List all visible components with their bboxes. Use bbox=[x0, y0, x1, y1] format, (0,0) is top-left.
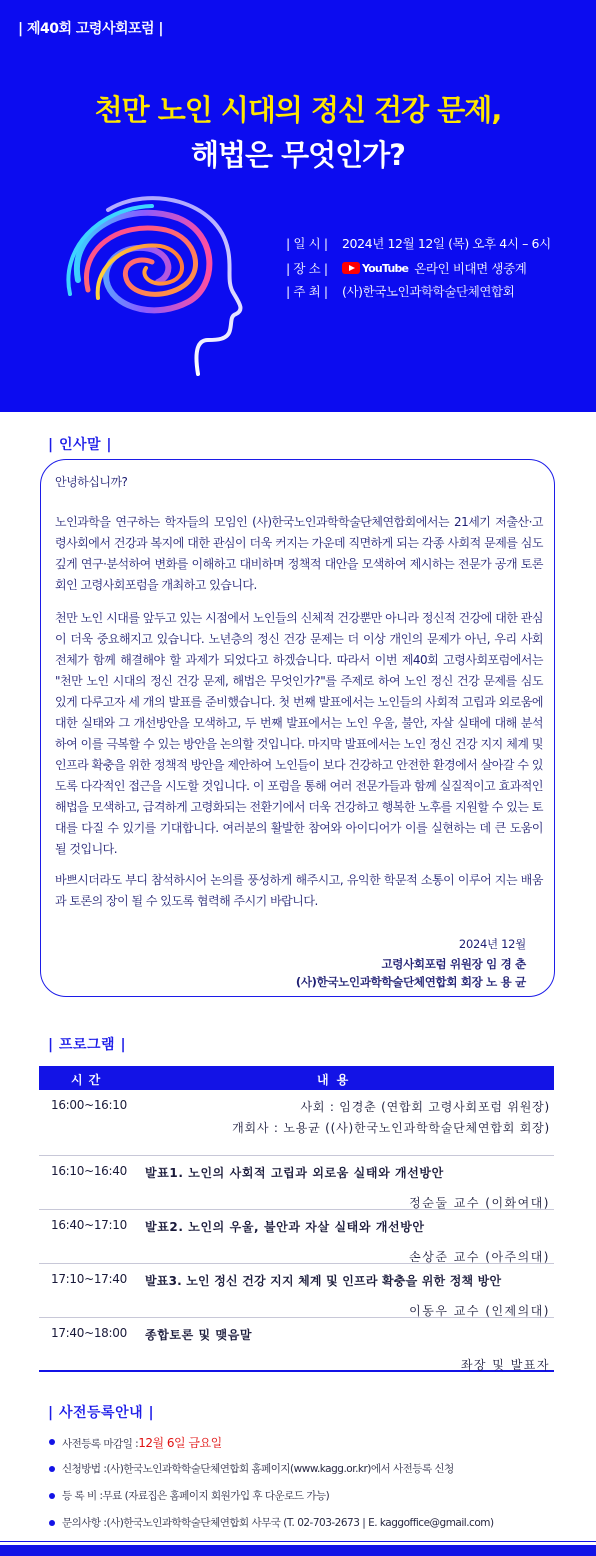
bullet-icon bbox=[49, 1466, 55, 1472]
signature-chair: 고령사회포럼 위원장 임 경 춘 bbox=[381, 957, 526, 971]
row-time: 17:40~18:00 bbox=[51, 1326, 127, 1340]
item-label: 문의사항 : bbox=[62, 1517, 107, 1529]
table-row bbox=[39, 1156, 554, 1210]
row-topic: 종합토론 및 맺음말 bbox=[145, 1328, 253, 1342]
list-item bbox=[48, 1515, 568, 1542]
forum-tag: | 제40회 고령사회포럼 | bbox=[18, 21, 164, 37]
bullet-icon bbox=[49, 1493, 55, 1499]
greeting-hello: 안녕하십니까? bbox=[55, 475, 128, 489]
date-row bbox=[286, 234, 551, 252]
row-topic: 발표3. 노인 정신 건강 지지 체계 및 인프라 확충을 위한 정책 방안 bbox=[145, 1274, 502, 1288]
hero-banner bbox=[0, 0, 596, 412]
item-label: 등 록 비 : bbox=[62, 1490, 103, 1502]
date-value: 2024년 12월 12일 (목) 오후 4시 – 6시 bbox=[342, 236, 551, 251]
hero-title-line2: 해법은 무엇인가? bbox=[190, 138, 406, 172]
bullet-icon bbox=[49, 1439, 55, 1445]
host-value: (사)한국노인과학학술단체연합회 bbox=[342, 284, 515, 299]
row-time: 16:00~16:10 bbox=[51, 1098, 127, 1112]
item-value: (사)한국노인과학학술단체연합회 사무국 (T. 02-703-2673 | E. kaggoffice@gmail.com) bbox=[106, 1517, 494, 1529]
greeting-heading: | 인사말 | bbox=[48, 437, 113, 453]
bullet-icon bbox=[49, 1520, 55, 1526]
host-label: | 주 최 | bbox=[286, 284, 328, 299]
place-value: 온라인 비대면 생중계 bbox=[414, 261, 527, 276]
greeting-paragraph-2: 천만 노인 시대를 앞두고 있는 시점에서 노인들의 신체적 건강뿐만 아니라 정신적 건강에 대한 관심이 더욱 중요해지고 있습니다. 노년층의 정신 건강 문제는 더 이상 개인의 문제가 아닌, 우리 사회 전체가 함께 해결해야 할 과제가 되었다고 하겠습니다. 따라서 이번 제40회 고령사회포럼에서는 "천만 노인 시대의 정신 건강 문제, 해법은 무엇인가?"를 주제로 하여 노인 정신 건강 문제를 심도 있게 다루고자 세 개의 발표를 준비했습니다. 첫 번째 발표에서는 노인들의 사회적 고립과 외로움에 대한 실태와 그 개선방안을 모색하고, 두 번째 발표에서는 노인 우울, 불안, 자살 실태에 대해 분석하여 이를 극복할 수 있는 방안을 논의할 것입니다. 마지막 발표에서는 노인 정신 건강 지지 체계 및 인프라 확충을 위한 정책적 방안을 제안하여 노인들이 보다 건강하고 안전한 환경에서 살아갈 수 있도록 다각적인 접근을 시도할 것입니다. 이 포럼을 통해 여러 전문가들과 함께 실질적이고 효과적인 해법을 모색하고, 급격하게 고령화되는 전환기에서 더욱 건강하고 행복한 노후를 지원할 수 있는 토대를 다질 수 있기를 기대합니다. 여러분의 활발한 참여와 아이디어가 이를 실현하는 데 큰 도움이 될 것입니다. bbox=[55, 611, 543, 856]
place-label: | 장 소 | bbox=[286, 261, 328, 276]
row-time: 17:10~17:40 bbox=[51, 1272, 127, 1286]
date-label: | 일 시 | bbox=[286, 236, 328, 251]
list-item bbox=[48, 1461, 568, 1488]
row-speaker: 이동우 교수 (인제의대) bbox=[409, 1304, 550, 1318]
footer-divider bbox=[0, 1541, 596, 1542]
column-content: 내용 bbox=[317, 1073, 357, 1087]
item-label: 사전등록 마감일 : bbox=[62, 1438, 139, 1450]
item-value: (사)한국노인과학학술단체연합회 홈페이지(www.kagg.or.kr)에서 사전등록 신청 bbox=[106, 1463, 454, 1475]
registration-list bbox=[48, 1434, 568, 1542]
list-item bbox=[48, 1488, 568, 1515]
footer-bar bbox=[0, 1545, 596, 1556]
head-brain-icon bbox=[48, 190, 258, 380]
item-value: 무료 (자료집은 홈페이지 회원가입 후 다운로드 가능) bbox=[102, 1490, 330, 1502]
row-speaker: 정순둘 교수 (이화여대) bbox=[409, 1196, 550, 1210]
row-speaker: 손상준 교수 (아주의대) bbox=[409, 1250, 550, 1264]
greeting-paragraph-3: 바쁘시더라도 부디 참석하시어 논의를 풍성하게 해주시고, 유익한 학문적 소통이 이루어 지는 배움과 토론의 장이 될 수 있도록 협력해 주시기 바랍니다. bbox=[55, 873, 543, 908]
row-topic: 발표2. 노인의 우울, 불안과 자살 실태와 개선방안 bbox=[145, 1220, 425, 1234]
registration-heading: | 사전등록안내 | bbox=[48, 1405, 155, 1421]
column-time: 시간 bbox=[71, 1073, 107, 1087]
row-time: 16:40~17:10 bbox=[51, 1218, 127, 1232]
table-row bbox=[39, 1264, 554, 1318]
greeting-paragraph-1: 노인과학을 연구하는 학자들의 모임인 (사)한국노인과학학술단체연합회에서는 21세기 저출산·고령사회에서 건강과 복지에 대한 관심이 더욱 커지는 가운데 직면하게 되는 각종 사회적 문제를 심도 깊게 연구·분석하여 변화를 이해하고 대비하며 정책적 대안을 모색하여 제시하는 전문가 공개 토론회인 고령사회포럼을 개최하고 있습니다. bbox=[55, 515, 543, 592]
deadline-value: 12월 6일 금요일 bbox=[138, 1436, 222, 1450]
row-moderator: 사회 : 임경춘 (연합회 고령사회포럼 위원장) bbox=[300, 1100, 550, 1114]
row-topic: 발표1. 노인의 사회적 고립과 외로움 실태와 개선방안 bbox=[145, 1166, 444, 1180]
hero-title-line1: 천만 노인 시대의 정신 건강 문제, bbox=[94, 93, 502, 127]
item-label: 신청방법 : bbox=[62, 1463, 107, 1475]
row-time: 16:10~16:40 bbox=[51, 1164, 127, 1178]
signature-date: 2024년 12월 bbox=[458, 937, 526, 951]
list-item bbox=[48, 1434, 568, 1461]
youtube-wordmark: YouTube bbox=[362, 261, 409, 275]
youtube-logo bbox=[342, 262, 408, 275]
place-row bbox=[286, 259, 526, 277]
signature-president: (사)한국노인과학학술단체연합회 회장 노 용 균 bbox=[295, 975, 526, 989]
row-speaker: 좌장 및 발표자 bbox=[460, 1358, 550, 1372]
program-heading: | 프로그램 | bbox=[48, 1037, 127, 1053]
table-row bbox=[39, 1090, 554, 1156]
table-row bbox=[39, 1210, 554, 1264]
row-opening: 개회사 : 노용균 ((사)한국노인과학학술단체연합회 회장) bbox=[232, 1121, 550, 1135]
youtube-play-icon bbox=[342, 262, 360, 274]
program-table-header bbox=[39, 1066, 554, 1090]
host-row bbox=[286, 282, 514, 300]
table-row bbox=[39, 1318, 554, 1372]
program-table bbox=[39, 1066, 554, 1372]
